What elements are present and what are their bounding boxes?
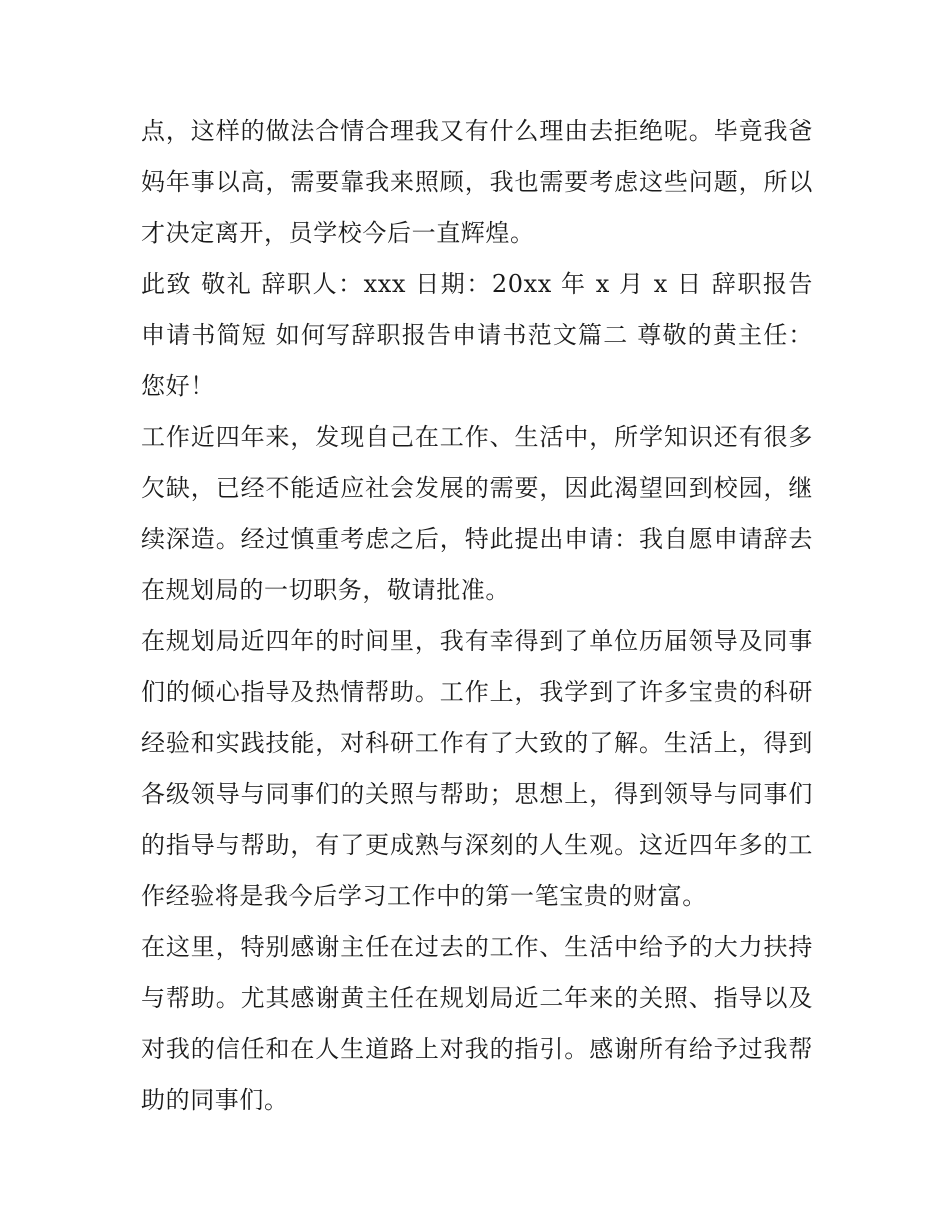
paragraph-closing-and-salutation: 此致 敬礼 辞职人：xxx 日期：20xx 年 x 月 x 日 辞职报告申请书简短 如何写辞职报告申请书范文篇二 尊敬的黄主任： 您好！	[141, 270, 813, 400]
paragraph-continuation: 点，这样的做法合情合理我又有什么理由去拒绝呢。毕竟我爸妈年事以高，需要靠我来照顾，我也需要考虑这些问题，所以才决定离开，员学校今后一直辉煌。	[141, 117, 813, 247]
paragraph-thanks: 在这里，特别感谢主任在过去的工作、生活中给予的大力扶持与帮助。尤其感谢黄主任在规划局近二年来的关照、指导以及对我的信任和在人生道路上对我的指引。感谢所有给予过我帮助的同事们。	[141, 933, 813, 1114]
paragraph-reason: 工作近四年来，发现自己在工作、生活中，所学知识还有很多欠缺，已经不能适应社会发展的需要，因此渴望回到校园，继续深造。经过慎重考虑之后，特此提出申请：我自愿申请辞去在规划局的一切职务，敬请批准。	[141, 423, 813, 604]
body-text	[141, 106, 813, 1126]
paragraph-experience: 在规划局近四年的时间里，我有幸得到了单位历届领导及同事们的倾心指导及热情帮助。工作上，我学到了许多宝贵的科研经验和实践技能，对科研工作有了大致的了解。生活上，得到各级领导与同事们的关照与帮助；思想上，得到领导与同事们的指导与帮助，有了更成熟与深刻的人生观。这近四年多的工作经验将是我今后学习工作中的第一笔宝贵的财富。	[141, 627, 813, 910]
